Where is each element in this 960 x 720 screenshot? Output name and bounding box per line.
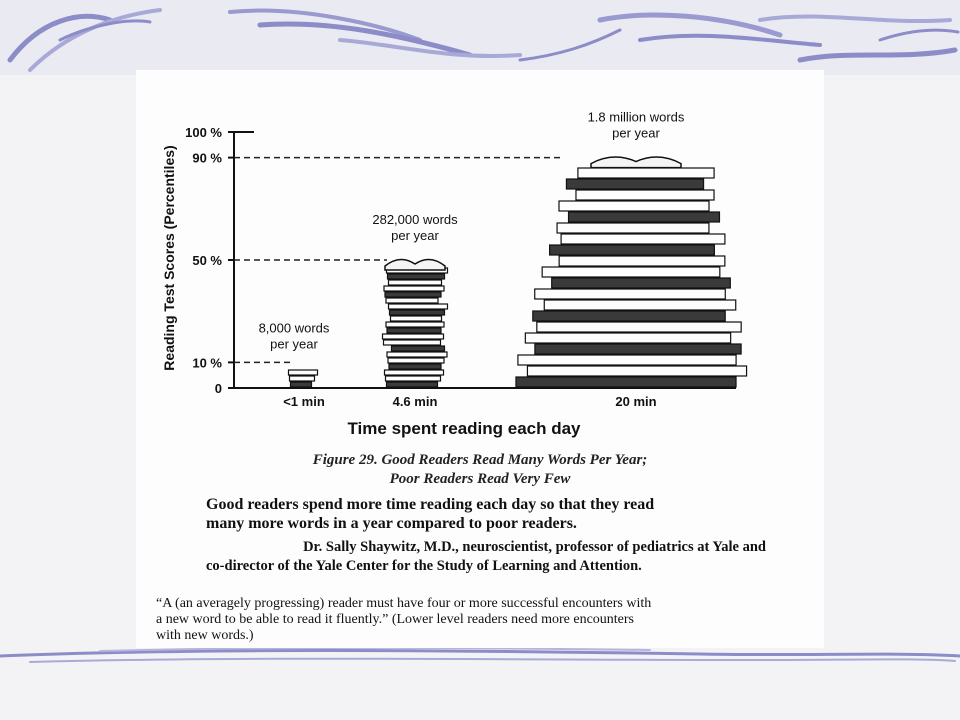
book (527, 366, 746, 376)
book (535, 344, 741, 354)
y-tick-label: 0 (214, 381, 222, 396)
book (561, 234, 725, 244)
quote-line-2: a new word to be able to read it fluently.” (Lower level readers need more encounters (156, 612, 634, 627)
author-credit (206, 538, 766, 576)
book (544, 300, 735, 310)
book (525, 333, 730, 343)
caption-line-2: Poor Readers Read Very Few (389, 471, 571, 487)
book (552, 278, 731, 288)
x-category-label: <1 min (283, 394, 325, 409)
annotation-line-2: per year (612, 125, 660, 141)
book (386, 298, 438, 303)
book (516, 377, 736, 387)
book (384, 340, 441, 345)
x-category-label: 20 min (615, 394, 657, 409)
quote-line-1: “A (an averagely progressing) reader must have four or more successful encounters with (156, 596, 652, 611)
author-line-1: Dr. Sally Shaywitz, M.D., neuroscientist, professor of pediatrics at Yale and (303, 539, 766, 555)
reading-chart (136, 70, 824, 440)
book (569, 212, 720, 222)
book (389, 304, 448, 309)
x-category-label: 4.6 min (392, 394, 438, 409)
book (557, 223, 709, 233)
y-tick-label: 50 % (192, 253, 222, 268)
book (389, 280, 442, 285)
open-book (591, 157, 681, 168)
book-stack-3 (516, 157, 747, 387)
book (385, 370, 444, 375)
book (542, 267, 720, 277)
book (518, 355, 736, 365)
author-line-2: co-director of the Yale Center for the Study of Learning and Attention. (206, 558, 642, 574)
scanned-figure (136, 70, 824, 648)
annotation-line-2: per year (391, 228, 439, 243)
book (385, 292, 441, 297)
book (533, 311, 725, 321)
book (290, 376, 315, 381)
quote-line-3: with new words.) (156, 628, 254, 643)
book (386, 322, 444, 327)
book (391, 316, 442, 321)
book (289, 370, 318, 375)
book (576, 190, 714, 200)
book (388, 274, 445, 279)
book (390, 310, 445, 315)
x-axis-categories (283, 394, 656, 409)
y-tick-label: 100 % (185, 125, 222, 140)
x-axis-title: Time spent reading each day (347, 419, 581, 438)
y-tick-label: 90 % (192, 150, 222, 166)
summary-line-1: Good readers spend more time reading each day so that they read (206, 496, 655, 513)
book (291, 382, 312, 387)
book (535, 289, 726, 299)
book (386, 376, 441, 381)
y-axis-ticks (185, 125, 254, 396)
summary-line-2: many more words in a year compared to poor readers. (206, 515, 577, 532)
annotation-line-1: 8,000 words (258, 320, 330, 336)
summary-text (206, 495, 746, 533)
book (388, 358, 444, 363)
open-book (385, 259, 445, 270)
book (550, 245, 715, 255)
book (578, 168, 714, 178)
book (537, 322, 741, 332)
book (389, 364, 441, 369)
annotation-line-2: per year (270, 336, 318, 352)
annotation-line-1: 282,000 words (372, 212, 458, 227)
book (387, 352, 447, 357)
quote-text (156, 596, 796, 644)
book-stack-2 (383, 259, 448, 387)
book (392, 346, 445, 351)
book (559, 256, 725, 266)
book (566, 179, 703, 189)
book (559, 201, 709, 211)
caption-line-1: Figure 29. Good Readers Read Many Words Per Year; (312, 452, 648, 468)
annotation-line-1: 1.8 million words (587, 109, 685, 125)
book (387, 328, 441, 333)
book (384, 286, 444, 291)
figure-caption (136, 452, 824, 488)
book (387, 382, 438, 387)
book (383, 334, 444, 339)
book-stacks (289, 157, 747, 387)
y-tick-label: 10 % (192, 355, 222, 371)
book-stack-1 (289, 370, 318, 387)
y-axis-title: Reading Test Scores (Percentiles) (161, 145, 177, 371)
